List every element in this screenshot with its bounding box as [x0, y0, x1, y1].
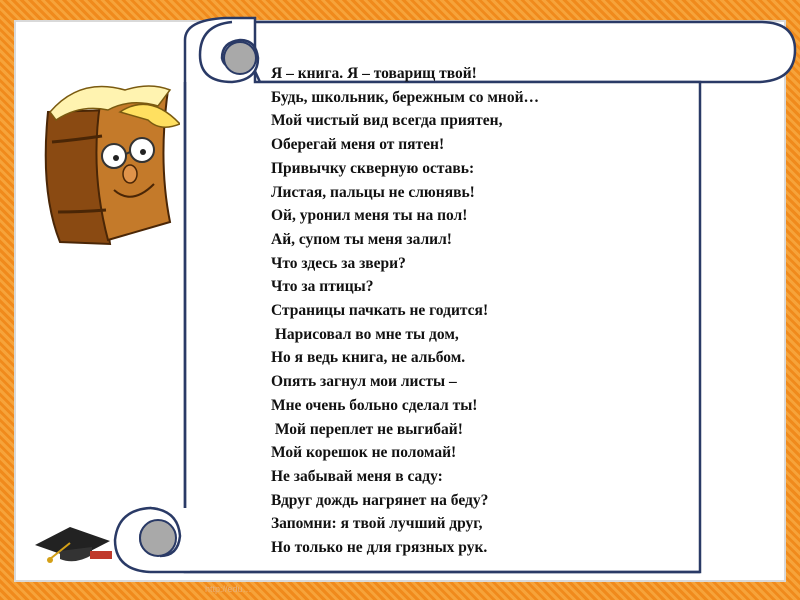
book-mascot-icon: [30, 72, 180, 252]
poem-line: Мой корешок не поломай!: [271, 444, 457, 462]
poem-line: Что здесь за звери?: [271, 254, 406, 272]
poem-text: [271, 62, 691, 560]
poem-line: Что за птицы?: [271, 278, 374, 296]
poem-line: Но только не для грязных рук.: [271, 539, 488, 557]
watermark-url: http://edu…: [205, 584, 252, 594]
poem-line: Мой чистый вид всегда приятен,: [271, 112, 503, 130]
poem-line: Не забывай меня в саду:: [271, 467, 443, 485]
graduation-cap-icon: [30, 515, 120, 565]
poem-line: Оберегай меня от пятен!: [271, 136, 445, 154]
poem-line: Страницы пачкать не годится!: [271, 302, 489, 320]
poem-line: Мне очень больно сделал ты!: [271, 396, 478, 414]
poem-line: Опять загнул мои листы –: [271, 373, 457, 391]
poem-line: Листая, пальцы не слюнявь!: [271, 183, 475, 201]
poem-line: Вдруг дождь нагрянет на беду?: [271, 491, 489, 509]
poem-line: Но я ведь книга, не альбом.: [271, 349, 466, 367]
poem-line: Ай, супом ты меня залил!: [271, 230, 452, 248]
poem-line: Привычку скверную оставь:: [271, 159, 475, 177]
poem-line: Ой, уронил меня ты на пол!: [271, 207, 468, 225]
poem-line: Нарисовал во мне ты дом,: [271, 325, 459, 343]
poem-line: Я – книга. Я – товарищ твой!: [271, 65, 477, 82]
poem-line: Мой переплет не выгибай!: [271, 420, 463, 438]
poem-line: Запомни: я твой лучший друг,: [271, 515, 483, 533]
poem-line: Будь, школьник, бережным со мной…: [271, 88, 540, 106]
